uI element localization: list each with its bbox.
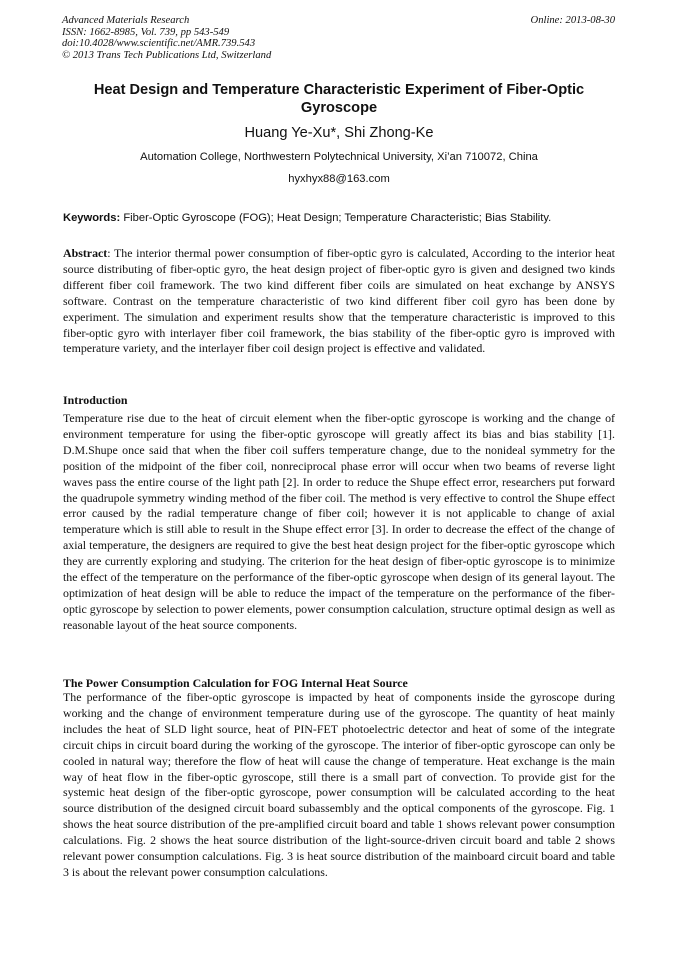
paper-authors: Huang Ye-Xu*, Shi Zhong-Ke: [244, 125, 434, 141]
journal-header: [62, 15, 271, 61]
section-heading-introduction: Introduction: [63, 393, 128, 407]
journal-doi: doi:10.4028/www.scientific.net/AMR.739.543: [62, 38, 256, 50]
keywords-label: Keywords:: [63, 212, 121, 224]
abstract-label: Abstract: [63, 246, 108, 260]
keywords: [63, 211, 623, 225]
journal-issn: ISSN: 1662-8985, Vol. 739, pp 543-549: [62, 26, 230, 38]
online-date: Online: 2013-08-30: [530, 15, 615, 26]
paper-title: Heat Design and Temperature Characteristic Experiment of Fiber-Optic Gyroscope: [93, 82, 585, 116]
keywords-text: Fiber-Optic Gyroscope (FOG); Heat Design; Temperature Characteristic; Bias Stability.: [123, 212, 552, 224]
abstract: [63, 246, 615, 357]
introduction-text: Temperature rise due to the heat of circuit element when the fiber-optic gyroscope is working and the change of environment temperature for using the fiber-optic gyroscope will greatly affect its bias and bias stability [1]. D.M.Shupe once said that when the fiber coil suffers temperature change, due to the nonideal symmetry for the position of the midpoint of the fiber coil, nonreciprocal phase error will occur when two beams of reverse light waves pass the entire course of the light path [2]. In order to reduce the Shupe effect error, researchers put forward the quadrupole symmetry winding method of the fiber coil. The method is very effective to control the Shupe effect error caused by the radial temperature change of fiber coil; however it is not applicable to change of axial temperature which is still able to result in the Shupe effect error [3]. In order to decrease the effect of the change of axial temperature, the designers are required to give the best heat design project for the fiber-optic gyroscope which they are currently exploring and studying. The criterion for the heat design of fiber-optic gyroscope is to minimize the effect of the temperature on the performance of the fiber-optic gyroscope when design of its general layout. The optimization of heat design will be able to reduce the impact of the temperature on the performance of the fiber-optic gyroscope by selection to power elements, power consumption calculation, structure optimal design as well as reasonable layout of the heat source components.: [63, 411, 615, 632]
section-heading-power-consumption: The Power Consumption Calculation for FOG Internal Heat Source: [63, 676, 408, 690]
journal-name: Advanced Materials Research: [62, 15, 190, 26]
author-email[interactable]: hyxhyx88@163.com: [288, 173, 390, 185]
paper-affiliation: Automation College, Northwestern Polytechnical University, Xi’an 710072, China: [140, 151, 538, 163]
abstract-text: : The interior thermal power consumption of fiber-optic gyro is calculated, According to the interior heat source distributing of fiber-optic gyro, the heat design project of fiber-optic gyro is given and designed two kinds different fiber coil framework. The two kind different fiber coils are simulated on heat exchange by ANSYS software. Contrast on the temperature characteristic of two kind different fiber coil gyro has been done by experiment. The simulation and experiment results show that the temperature characteristic is improved to this fiber-optic gyro with interlayer fiber coil framework, the bias stability of the fiber-optic gyro is improved with temperature variety, and the interlayer fiber coil design project is effective and validated.: [63, 246, 615, 356]
journal-copyright: © 2013 Trans Tech Publications Ltd, Switzerland: [62, 49, 272, 61]
power-consumption-text: The performance of the fiber-optic gyroscope is impacted by heat of components inside the gyroscope during working and the change of environment temperature during use of the gyroscope. The quantity of heat mainly includes the heat of SLD light source, heat of PIN-FET photoelectric detector and heat of some of the integrate circuit chips in circuit board during the working of the gyroscope. The interior of fiber-optic gyroscope can only be cooled in natural way; therefore the flow of heat will cause the change of temperature. Heat exchange is the main way of heat flow in the fiber-optic gyroscope, still there is a small part of convection. To provide gist for the systemic heat design of the fiber-optic gyroscope, power consumption will be calculated according to the heat source distribution of the designed circuit board subassembly and the optical components of the gyroscope. Fig. 1 shows the heat source distribution of the pre-amplified circuit board and table 1 shows relevant power consumption calculations. Fig. 2 shows the heat source distribution of the light-source-driven circuit board and table 2 shows relevant power consumption calculations. Fig. 3 is heat source distribution of the mainboard circuit board and table 3 is about the relevant power consumption calculations.: [63, 690, 615, 879]
